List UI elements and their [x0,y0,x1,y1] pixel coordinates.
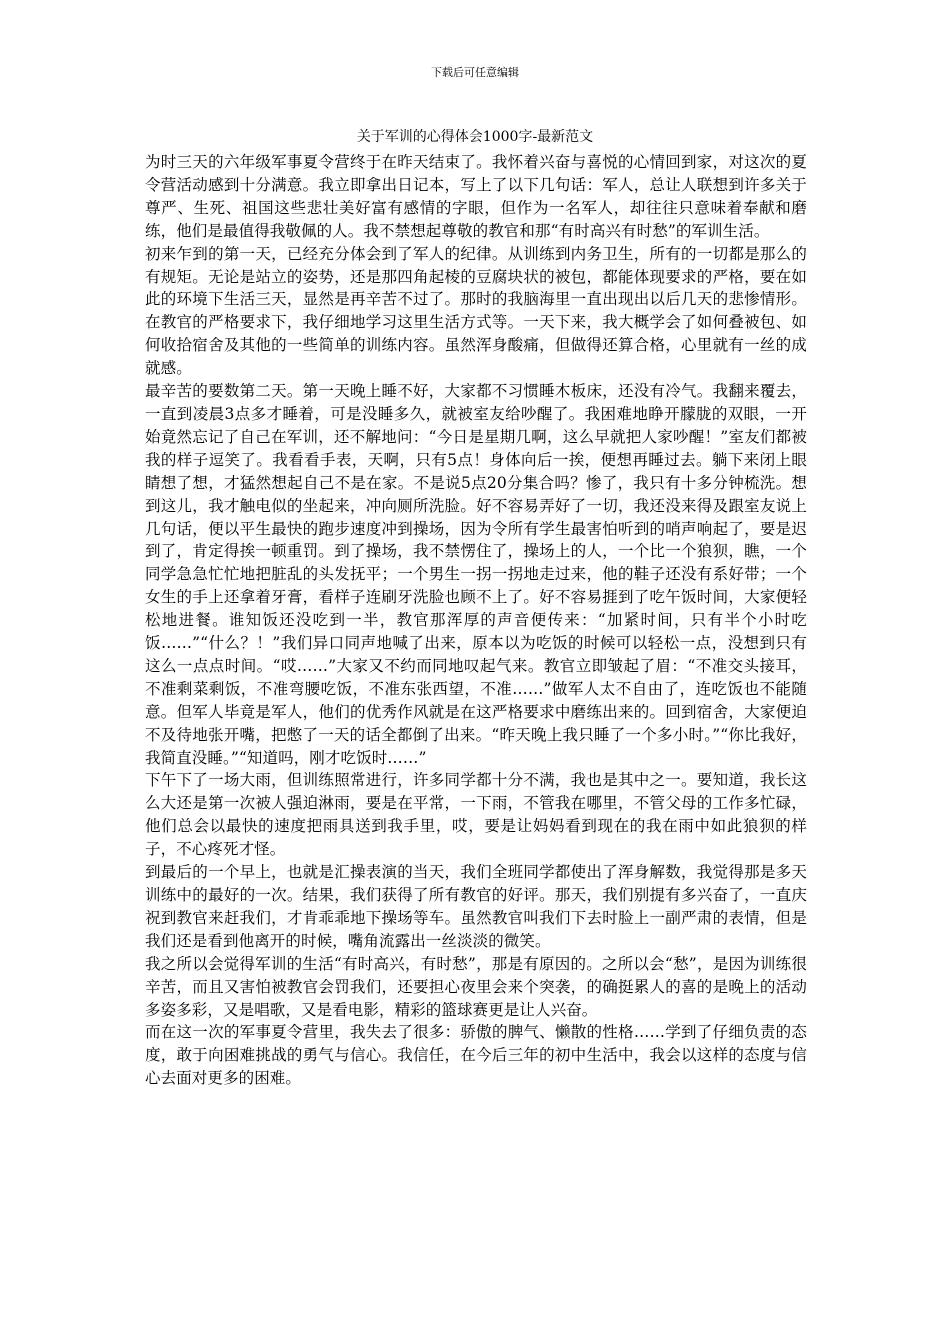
paragraph-1: 为时三天的六年级军事夏令营终于在昨天结束了。我怀着兴奋与喜悦的心情回到家，对这次的夏令营活动感到十分满意。我立即拿出日记本，写上了以下几句话：军人，总让人联想到许多关于尊严、生死、祖国这些悲壮美好富有感情的字眼，但作为一名军人，却往往只意味着奉献和磨练，他们是最值得我敬佩的人。我不禁想起尊敬的教官和那“有时高兴有时愁”的军训生活。 [145,153,807,240]
document-title: 关于军训的心得体会1000字-最新范文 [356,129,594,145]
paragraph-4: 下午下了一场大雨，但训练照常进行，许多同学都十分不满，我也是其中之一。要知道，我长这么大还是第一次被人强迫淋雨，要是在平常，一下雨，不管我在哪里，不管父母的工作多忙碌，他们总会以最快的速度把雨具送到我手里，哎，要是让妈妈看到现在的我在雨中如此狼狈的样子，不心疼死才怪。 [145,771,807,859]
page-header-note: 下载后可任意编辑 [431,66,519,79]
paragraph-2: 初来乍到的第一天，已经充分体会到了军人的纪律。从训练到内务卫生，所有的一切都是那么的有规矩。无论是站立的姿势，还是那四角起棱的豆腐块状的被包，都能体现要求的严格，要在如此的环境下生活三天，显然是再辛苦不过了。那时的我脑海里一直出现出以后几天的悲惨情形。在教官的严格要求下，我仔细地学习这里生活方式等。一天下来，我大概学会了如何叠被包、如何收拾宿舍及其他的一些简单的训练内容。虽然浑身酸痛，但做得还算合格，心里就有一丝的成就感。 [145,244,807,378]
paragraph-3: 最辛苦的要数第二天。第一天晚上睡不好，大家都不习惯睡木板床，还没有冷气。我翻来覆去，一直到凌晨3点多才睡着，可是没睡多久，就被室友给吵醒了。我困难地睁开朦胧的双眼，一开始竟然忘记了自己在军训，还不解地问：“今日是星期几啊，这么早就把人家吵醒！”室友们都被我的样子逗笑了。我看看手表，天啊，只有5点！身体向后一挨，便想再睡过去。躺下来闭上眼睛想了想，才猛然想起自己不是在家。不是说5点20分集合吗？惨了，我只有十多分钟梳洗。想到这儿，我才触电似的坐起来，冲向厕所洗脸。好不容易弄好了一切，我还没来得及跟室友说上几句话，便以平生最快的跑步速度冲到操场，因为令所有学生最害怕听到的哨声响起了，要是迟到了，肯定得挨一顿重罚。到了操场，我不禁愣住了，操场上的人，一个比一个狼狈，瞧，一个同学急急忙忙地把脏乱的头发抚平；一个男生一拐一拐地走过来，他的鞋子还没有系好带；一个女生的手上还拿着牙膏，看样子连刷牙洗脸也顾不上了。好不容易捱到了吃午饭时间，大家便轻松地进餐。谁知饭还没吃到一半，教官那浑厚的声音便传来：“加紧时间，只有半个小时吃饭……”“什么？！”我们异口同声地喊了出来，原本以为吃饭的时候可以轻松一点，没想到只有这么一点点时间。“哎……”大家又不约而同地叹起气来。教官立即皱起了眉：“不准交头接耳，不准剩菜剩饭，不准弯腰吃饭，不准东张西望，不准……”做军人太不自由了，连吃饭也不能随意。但军人毕竟是军人，他们的优秀作风就是在这严格要求中磨练出来的。回到宿舍，大家便迫不及待地张开嘴，把憋了一天的话全都倒了出来。“昨天晚上我只睡了一个多小时。”“你比我好，我简直没睡。”“知道吗，刚才吃饭时……” [145,382,807,767]
document-body [145,151,807,1090]
paragraph-5: 到最后的一个早上，也就是汇操表演的当天，我们全班同学都使出了浑身解数，我觉得那是多天训练中的最好的一次。结果，我们获得了所有教官的好评。那天，我们别提有多兴奋了，一直庆祝到教官来赶我们，才肯乖乖地下操场等车。虽然教官叫我们下去时脸上一副严肃的表情，但是我们还是看到他离开的时候，嘴角流露出一丝淡淡的微笑。 [145,863,807,950]
paragraph-6: 我之所以会觉得军训的生活“有时高兴，有时愁”，那是有原因的。之所以会“愁”，是因为训练很辛苦，而且又害怕被教官会罚我们，还要担心夜里会来个突袭，的确挺累人的喜的是晚上的活动多姿多彩，又是唱歌，又是看电影，精彩的篮球赛更是让人兴奋。 [145,954,807,1019]
paragraph-7: 而在这一次的军事夏令营里，我失去了很多：骄傲的脾气、懒散的性格……学到了仔细负责的态度，敢于向困难挑战的勇气与信心。我信任，在今后三年的初中生活中，我会以这样的态度与信心去面对更多的困难。 [145,1023,807,1088]
